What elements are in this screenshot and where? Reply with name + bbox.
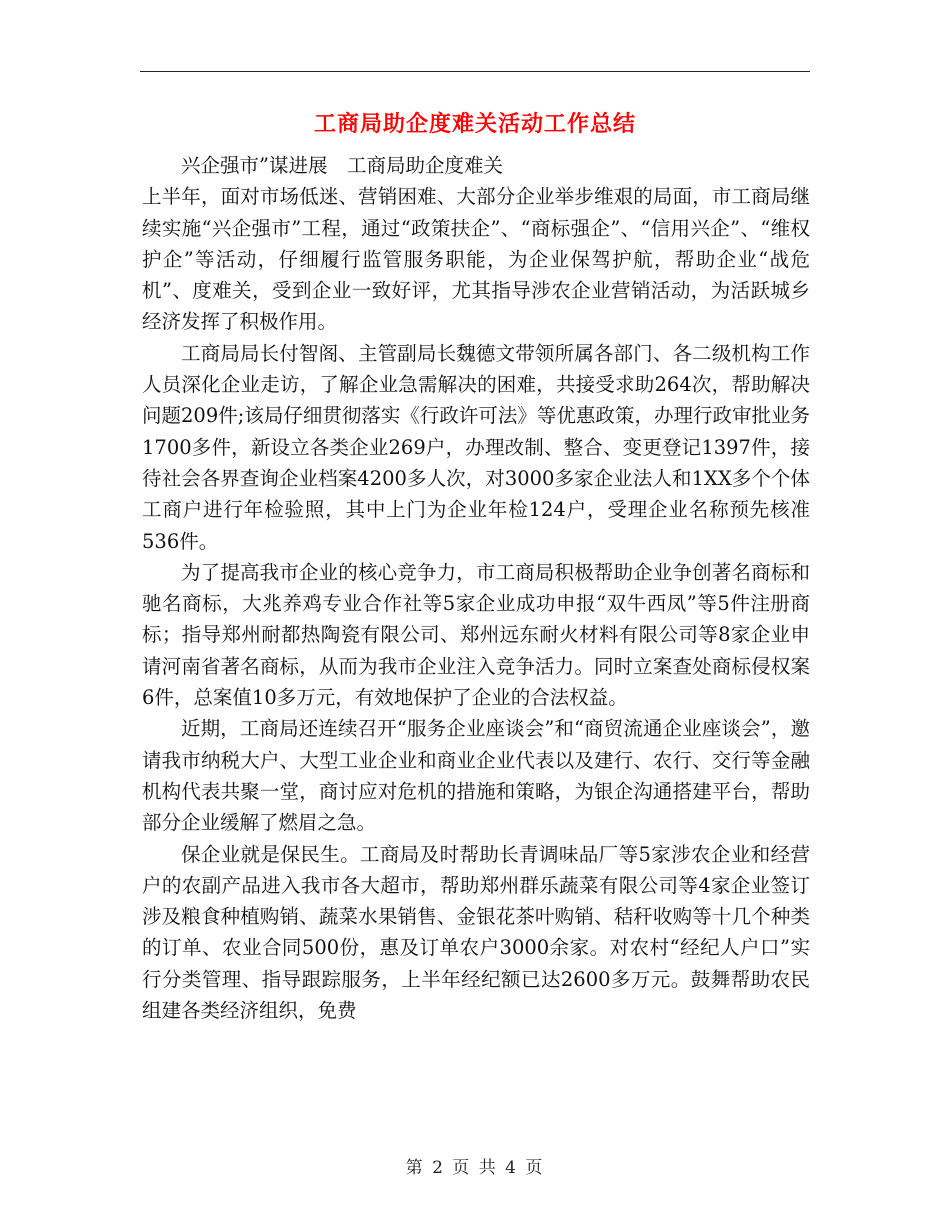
paragraph-2: 工商局局长付智阁、主管副局长魏德文带领所属各部门、各二级机构工作人员深化企业走访，了解企业急需解决的困难，共接受求助264次，帮助解决问题209件;该局仔细贯彻落实《行政许可法》等优惠政策，办理行政审批业务1700多件，新设立各类企业269户，办理改制、整合、变更登记1397件，接待社会各界查询企业档案4200多人次，对3000多家企业法人和1XX多个个体工商户进行年检验照，其中上门为企业年检124户，受理企业名称预先核准536件。 bbox=[142, 341, 810, 553]
document-body bbox=[142, 150, 810, 1026]
page-footer: 第 2 页 共 4 页 bbox=[405, 1158, 545, 1178]
paragraph-5: 保企业就是保民生。工商局及时帮助长青调味品厂等5家涉农企业和经营户的农副产品进入我市各大超市，帮助郑州群乐蔬菜有限公司等4家企业签订涉及粮食种植购销、蔬菜水果销售、金银花茶叶购销、秸秆收购等十几个种类的订单、农业合同500份，惠及订单农户3000余家。对农村“经纪人户口”实行分类管理、指导跟踪服务，上半年经纪额已达2600多万元。鼓舞帮助农民组建各类经济组织，免费 bbox=[142, 842, 810, 1023]
paragraph-3: 为了提高我市企业的核心竞争力，市工商局积极帮助企业争创著名商标和驰名商标，大兆养鸡专业合作社等5家企业成功申报“双牛西凤”等5件注册商标；指导郑州耐都热陶瓷有限公司、郑州远东耐火材料有限公司等8家企业申请河南省著名商标，从而为我市企业注入竞争活力。同时立案查处商标侵权案6件，总案值10多万元，有效地保护了企业的合法权益。 bbox=[142, 560, 810, 710]
document-title: 工商局助企度难关活动工作总结 bbox=[313, 111, 636, 137]
paragraph-4: 近期，工商局还连续召开“服务企业座谈会”和“商贸流通企业座谈会”，邀请我市纳税大户、大型工业企业和商业企业代表以及建行、农行、交行等金融机构代表共聚一堂，商讨应对危机的措施和策略，为银企沟通搭建平台，帮助部分企业缓解了燃眉之急。 bbox=[142, 717, 810, 835]
subtitle-line: 兴企强市”谋进展 工商局助企度难关 bbox=[181, 154, 503, 177]
paragraph-1: 上半年，面对市场低迷、营销困难、大部分企业举步维艰的局面，市工商局继续实施“兴企强市”工程，通过“政策扶企”、“商标强企”、“信用兴企”、“维权护企”等活动，仔细履行监管服务职能，为企业保驾护航，帮助企业“战危机”、度难关，受到企业一致好评，尤其指导涉农企业营销活动，为活跃城乡经济发挥了积极作用。 bbox=[142, 185, 810, 334]
header-rule bbox=[140, 71, 810, 72]
